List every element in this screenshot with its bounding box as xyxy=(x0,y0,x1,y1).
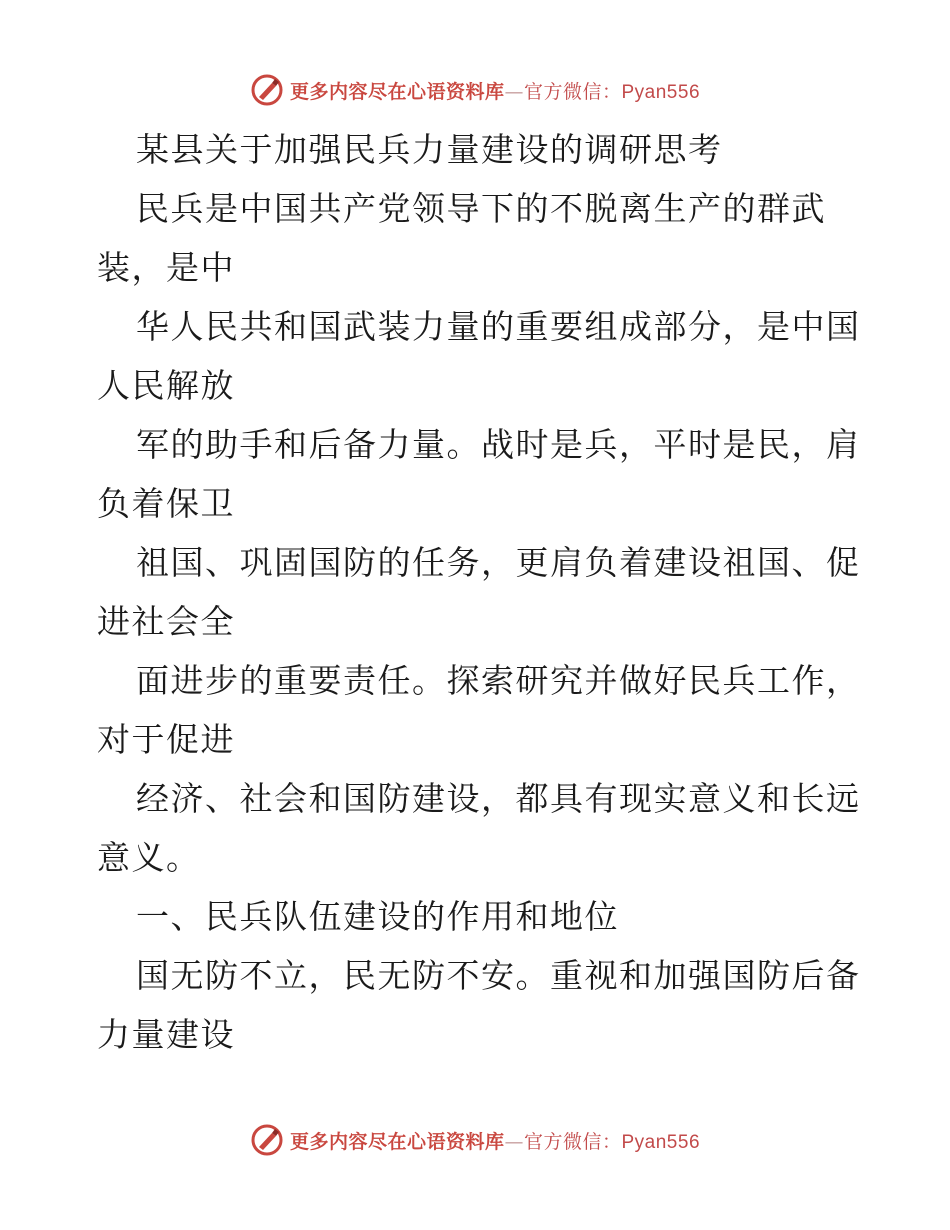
header-watermark xyxy=(0,70,950,110)
logo-icon xyxy=(250,1123,284,1157)
wechat-label: 官方微信： xyxy=(523,80,622,103)
wechat-label: 官方微信： xyxy=(523,1130,622,1153)
section-heading: 一、民兵队伍建设的作用和地位 xyxy=(136,897,619,936)
site-name: 更多内容尽在心语资料库 xyxy=(289,1130,505,1153)
text-line: 负着保卫 xyxy=(97,484,235,523)
text-line: 意义。 xyxy=(97,838,201,877)
document-title: 某县关于加强民兵力量建设的调研思考 xyxy=(136,130,723,169)
site-name: 更多内容尽在心语资料库 xyxy=(289,80,505,103)
wechat-id: Pyan556 xyxy=(621,81,701,103)
text-line: 华人民共和国武装力量的重要组成部分，是中国 xyxy=(136,307,861,346)
footer-watermark xyxy=(0,1120,950,1160)
text-line: 力量建设 xyxy=(97,1015,235,1054)
logo-icon xyxy=(250,73,284,107)
text-line: 人民解放 xyxy=(97,366,235,405)
text-line: 国无防不立，民无防不安。重视和加强国防后备 xyxy=(136,956,861,995)
text-line: 军的助手和后备力量。战时是兵，平时是民，肩 xyxy=(136,425,861,464)
text-line: 面进步的重要责任。探索研究并做好民兵工作， xyxy=(136,661,861,700)
text-line: 装，是中 xyxy=(97,248,235,287)
text-line: 祖国、巩固国防的任务，更肩负着建设祖国、促 xyxy=(136,543,861,582)
text-line: 民兵是中国共产党领导下的不脱离生产的群武 xyxy=(136,189,826,228)
wechat-id: Pyan556 xyxy=(621,1131,701,1153)
text-line: 对于促进 xyxy=(97,720,235,759)
separator: — xyxy=(504,1130,524,1153)
text-line: 进社会全 xyxy=(97,602,235,641)
separator: — xyxy=(504,80,524,103)
text-line: 经济、社会和国防建设，都具有现实意义和长远 xyxy=(136,779,861,818)
document-body xyxy=(97,120,861,1064)
